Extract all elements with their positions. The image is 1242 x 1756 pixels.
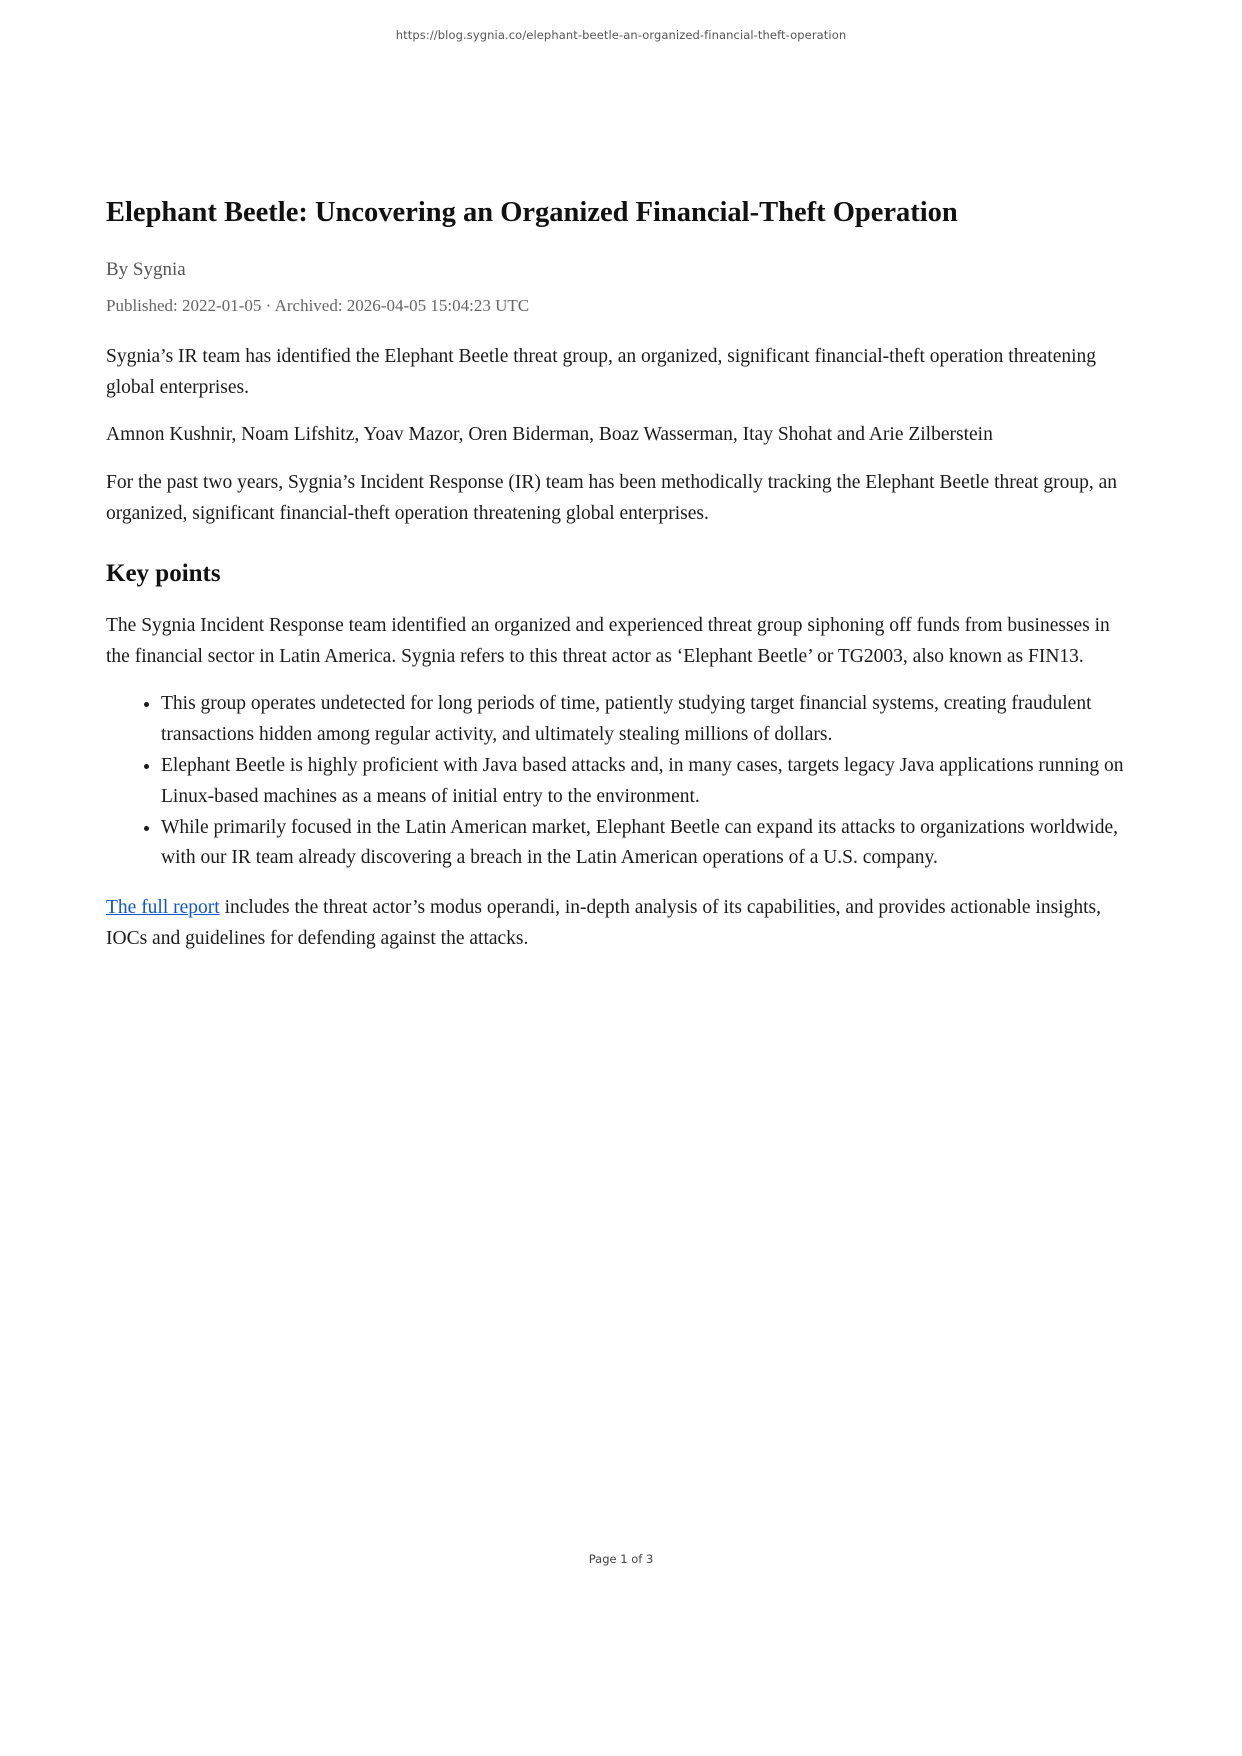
key-points-intro-paragraph: The Sygnia Incident Response team identified an organized and experienced threat group siphoning off funds from businesses in the financial sector in Latin America. Sygnia refers to this threat actor as ‘Elephant Beetle’ or TG2003, also known as FIN13. <box>106 614 1110 667</box>
page-number-footer: Page 1 of 3 <box>588 1552 654 1566</box>
intro-paragraph: Sygnia’s IR team has identified the Elephant Beetle threat group, an organized, significant financial-theft operation threatening global enterprises. <box>106 345 1097 398</box>
page-title: Elephant Beetle: Uncovering an Organized Financial-Theft Operation <box>106 197 958 228</box>
full-report-link[interactable]: The full report <box>106 897 220 919</box>
key-point-item: • While primarily focused in the Latin American market, Elephant Beetle can expand its attacks to organizations worldwide, with our IR team already discovering a breach in the Latin American operations of a U.S. company. <box>161 813 1138 875</box>
report-paragraph <box>106 893 1138 955</box>
article-content <box>106 190 1138 972</box>
key-point-item: • This group operates undetected for long periods of time, patiently studying target financial systems, creating fraudulent transactions hidden among regular activity, and ultimately stealing millions of dollars. <box>161 689 1138 751</box>
authors-paragraph: Amnon Kushnir, Noam Lifshitz, Yoav Mazor, Oren Biderman, Boaz Wasserman, Itay Shohat and Arie Zilberstein <box>106 424 993 446</box>
report-paragraph-text: includes the threat actor’s modus operandi, in-depth analysis of its capabilities, and provides actionable insights, IOCs and guidelines for defending against the attacks. <box>106 897 1101 949</box>
key-points-list <box>106 689 1138 874</box>
archive-url-header: https://blog.sygnia.co/elephant-beetle-an-organized-financial-theft-operation <box>395 28 847 42</box>
byline: By Sygnia <box>106 258 186 280</box>
published-archived-meta: Published: 2022-01-05 · Archived: 2026-04-05 15:04:23 UTC <box>106 295 530 315</box>
lead-paragraph: For the past two years, Sygnia’s Incident Response (IR) team has been methodically tracking the Elephant Beetle threat group, an organized, significant financial-theft operation threatening global enterprises. <box>106 472 1118 524</box>
key-point-item: • Elephant Beetle is highly proficient with Java based attacks and, in many cases, targets legacy Java applications running on Linux-based machines as a means of initial entry to the environment. <box>161 751 1138 813</box>
key-points-heading: Key points <box>106 559 221 587</box>
